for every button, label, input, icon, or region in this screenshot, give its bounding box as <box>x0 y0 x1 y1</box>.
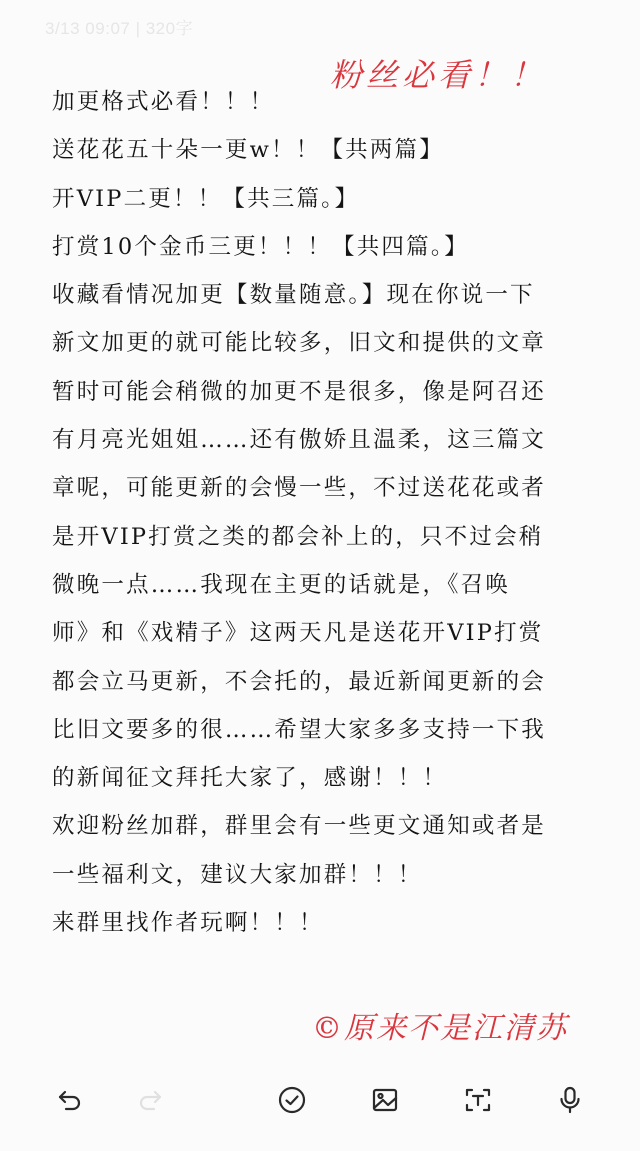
redo-button[interactable] <box>130 1082 170 1122</box>
note-timestamp-wordcount: 3/13 09:07 | 320字 <box>45 19 194 38</box>
checklist-icon <box>276 1084 308 1120</box>
note-line: 送花花五十朵一更w！！【共两篇】 <box>52 137 444 164</box>
undo-button[interactable] <box>50 1082 90 1122</box>
note-line: 师》和《戏精子》这两天凡是送花开VIP打赏 <box>52 620 544 647</box>
note-line: 的新闻征文拜托大家了，感谢！！！ <box>52 765 448 792</box>
voice-input-button[interactable] <box>550 1082 590 1122</box>
scan-icon <box>462 1084 494 1120</box>
checklist-button[interactable] <box>272 1082 312 1122</box>
note-line: 新文加更的就可能比较多，旧文和提供的文章 <box>52 330 547 357</box>
note-line: 一些福利文，建议大家加群！！！ <box>52 861 423 888</box>
note-line: 来群里找作者玩啊！！！ <box>52 910 324 937</box>
note-line: 是开VIP打赏之类的都会补上的，只不过会稍 <box>52 523 544 550</box>
scan-text-button[interactable] <box>458 1082 498 1122</box>
note-line: 都会立马更新，不会托的，最近新闻更新的会 <box>52 668 547 695</box>
note-line: 微晚一点……我现在主更的话就是，《召唤 <box>52 571 511 598</box>
editor-toolbar <box>0 1076 640 1126</box>
note-line: 暂时可能会稍微的加更不是很多，像是阿召还 <box>52 378 547 405</box>
redo-icon <box>134 1084 166 1120</box>
note-line: 章呢，可能更新的会慢一些，不过送花花或者 <box>52 475 547 502</box>
note-line: 加更格式必看！！！ <box>52 89 275 115</box>
note-line: 比旧文要多的很……希望大家多多支持一下我 <box>52 716 547 743</box>
note-line: 收藏看情况加更【数量随意。】现在你说一下 <box>52 282 535 309</box>
note-title-stamp: 粉丝必看！！ <box>330 56 547 94</box>
insert-image-button[interactable] <box>365 1082 405 1122</box>
author-signature: ©原来不是江清苏 <box>312 1011 568 1046</box>
note-line: 打赏10个金币三更！！！【共四篇。】 <box>52 233 469 260</box>
microphone-icon <box>554 1084 586 1120</box>
image-icon <box>369 1084 401 1120</box>
note-line: 欢迎粉丝加群，群里会有一些更文通知或者是 <box>52 813 547 840</box>
note-line: 开VIP二更！！【共三篇。】 <box>52 185 360 212</box>
note-body[interactable] <box>52 78 612 947</box>
undo-icon <box>54 1084 86 1120</box>
note-line: 有月亮光姐姐……还有傲娇且温柔，这三篇文 <box>52 427 547 454</box>
